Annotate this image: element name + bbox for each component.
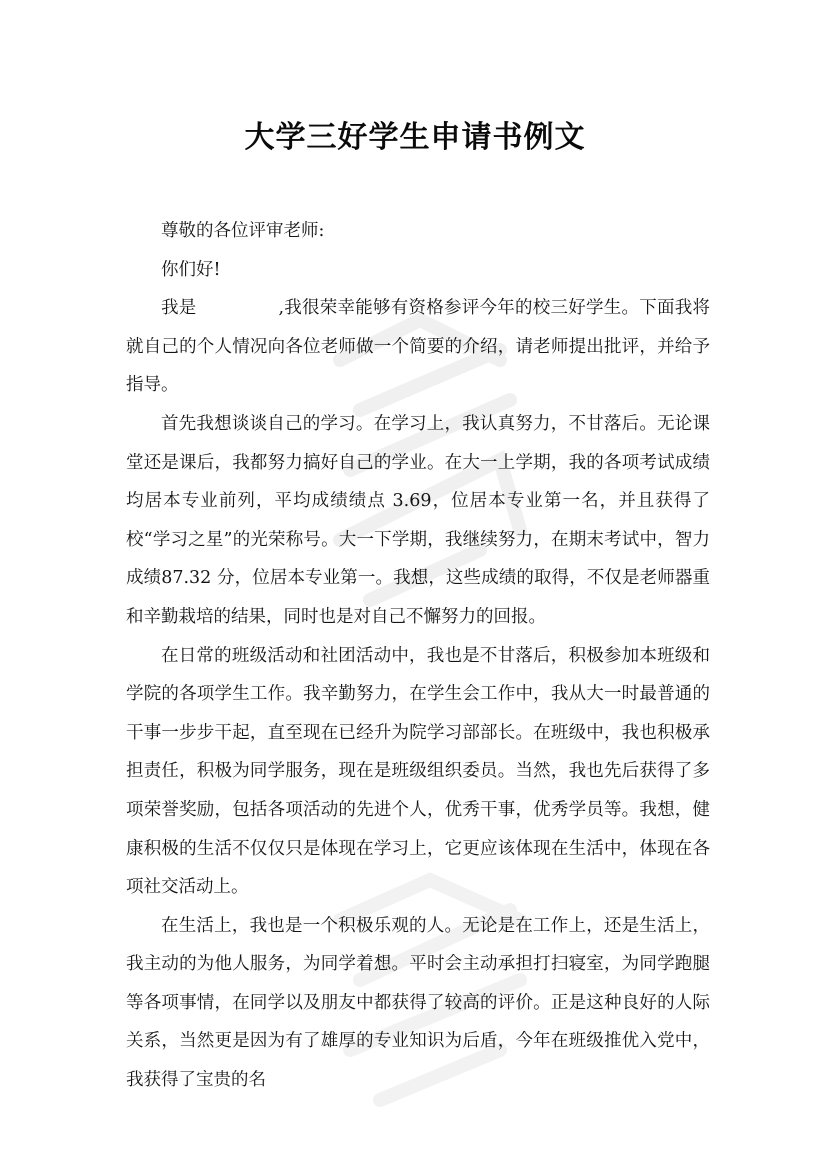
study-paragraph: 首先我想谈谈自己的学习。在学习上，我认真努力，不甘落后。无论课堂还是课后，我都努力搞好自己的学业。在大一上学期，我的各项考试成绩均居本专业前列，平均成绩绩点 3.69，位居本专业第一名，并且获得了校“学习之星”的光荣称号。大一下学期，我继续努力，在期末考试中，智力成绩87.32 分，位居本专业第一。我想，这些成绩的取得，不仅是老师器重和辛勤栽培的结果，同时也是对自己不懈努力的回报。 <box>126 413 710 627</box>
intro-suffix: ,我很荣幸能够有资格参评今年的校三好学生。下面我将就自己的个人情况向各位老师做一个简要的介绍，请老师提出批评，并给予指导。 <box>126 298 711 396</box>
greeting: 你们好! <box>161 259 221 280</box>
life-paragraph: 在生活上，我也是一个积极乐观的人。无论是在工作上，还是生活上，我主动的为他人服务，为同学着想。平时会主动承担打扫寝室，为同学跑腿等各项事情，在同学以及朋友中都获得了较高的评价。正是这种良好的人际关系，当然更是因为有了雄厚的专业知识为后盾，今年在班级推优入党中，我获得了宝贵的名 <box>126 915 710 1091</box>
intro-paragraph <box>126 289 710 405</box>
document-title: 大学三好学生申请书例文 <box>244 120 586 155</box>
intro-prefix: 我是 <box>161 298 197 319</box>
activities-paragraph: 在日常的班级活动和社团活动中，我也是不甘落后，积极参加本班级和学院的各项学生工作。我辛勤努力，在学生会工作中，我从大一时最普通的干事一步步干起，直至现在已经升为院学习部部长。在班级中，我也积极承担责任，积极为同学服务，现在是班级组织委员。当然，我也先后获得了多项荣誉奖励，包括各项活动的先进个人，优秀干事，优秀学员等。我想，健康积极的生活不仅仅只是体现在学习上，它更应该体现在生活中，体现在各项社交活动上。 <box>126 645 710 898</box>
salutation: 尊敬的各位评审老师: <box>161 221 325 241</box>
document-body <box>126 212 710 1100</box>
